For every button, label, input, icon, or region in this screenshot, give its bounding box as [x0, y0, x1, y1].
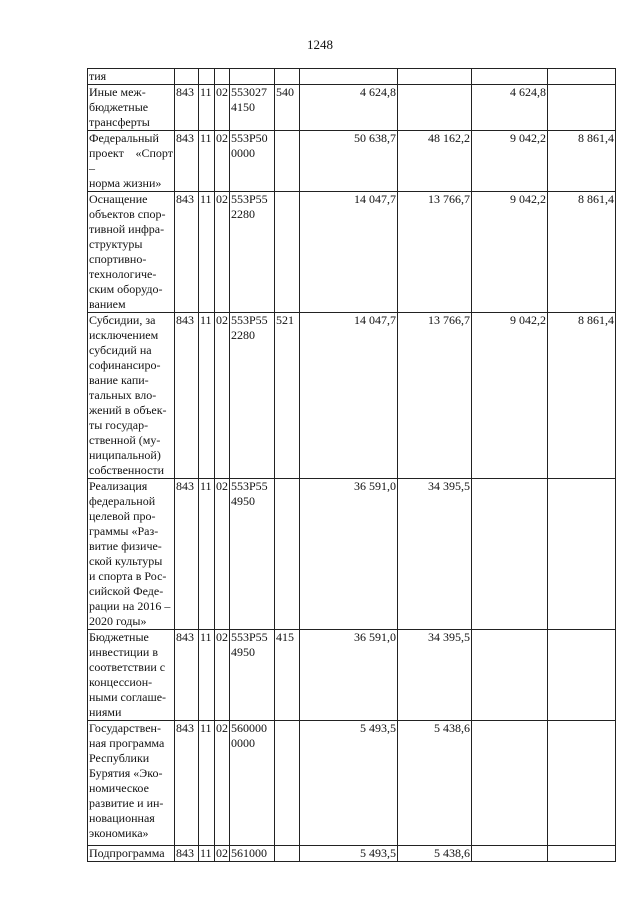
- row-csr-cell: 553027 4150: [230, 85, 275, 131]
- row-sum4-cell: [548, 479, 616, 630]
- table-row: [88, 313, 616, 479]
- row-pr-cell: 02: [215, 192, 230, 313]
- row-sum2-cell: 13 766,7: [398, 313, 472, 479]
- row-sum3-cell: 9 042,2: [472, 131, 548, 192]
- row-pr-cell: 02: [215, 85, 230, 131]
- row-sum1-cell: 50 638,7: [300, 131, 398, 192]
- row-sum1-cell: 5 493,5: [300, 846, 398, 862]
- row-rz-cell: [199, 69, 215, 85]
- row-sum2-cell: 5 438,6: [398, 846, 472, 862]
- row-sum2-cell: 48 162,2: [398, 131, 472, 192]
- row-vr-cell: [275, 846, 300, 862]
- row-sum2-cell: [398, 85, 472, 131]
- row-sum3-cell: 9 042,2: [472, 313, 548, 479]
- page-number: 1248: [307, 37, 333, 52]
- row-pr-cell: 02: [215, 313, 230, 479]
- row-rz-cell: 11: [199, 313, 215, 479]
- row-vr-cell: [275, 479, 300, 630]
- row-vr-cell: [275, 192, 300, 313]
- row-rz-cell: 11: [199, 846, 215, 862]
- row-sum1-cell: 36 591,0: [300, 479, 398, 630]
- row-gr-cell: [175, 69, 199, 85]
- row-pr-cell: 02: [215, 479, 230, 630]
- row-gr-cell: 843: [175, 131, 199, 192]
- row-rz-cell: 11: [199, 85, 215, 131]
- table-row: [88, 192, 616, 313]
- row-sum3-cell: [472, 69, 548, 85]
- row-sum3-cell: [472, 479, 548, 630]
- row-name-cell: Субсидии, за исключением субсидий на софинансиро- вание капи- тальных вло- жений в объек- ты государ- ственной (му- ниципальной) собственности: [88, 313, 175, 479]
- row-sum2-cell: 34 395,5: [398, 630, 472, 721]
- row-vr-cell: [275, 69, 300, 85]
- row-sum3-cell: [472, 630, 548, 721]
- row-rz-cell: 11: [199, 131, 215, 192]
- row-sum1-cell: 14 047,7: [300, 313, 398, 479]
- row-csr-cell: 553P50 0000: [230, 131, 275, 192]
- row-sum2-cell: 5 438,6: [398, 721, 472, 846]
- row-sum4-cell: [548, 85, 616, 131]
- row-csr-cell: 553P55 2280: [230, 313, 275, 479]
- row-pr-cell: 02: [215, 630, 230, 721]
- row-pr-cell: 02: [215, 131, 230, 192]
- row-name-cell: Подпрограмма: [88, 846, 175, 862]
- row-sum1-cell: 14 047,7: [300, 192, 398, 313]
- row-sum2-cell: [398, 69, 472, 85]
- row-csr-cell: 553P55 4950: [230, 479, 275, 630]
- row-name-cell: Бюджетные инвестиции в соответствии с концессион- ными соглаше- ниями: [88, 630, 175, 721]
- row-sum4-cell: [548, 721, 616, 846]
- row-sum4-cell: 8 861,4: [548, 192, 616, 313]
- row-name-cell: Оснащение объектов спор- тивной инфра- структуры спортивно- технологиче- ским оборудо- ванием: [88, 192, 175, 313]
- row-vr-cell: 521: [275, 313, 300, 479]
- table-row: [88, 69, 616, 85]
- row-sum4-cell: 8 861,4: [548, 131, 616, 192]
- row-pr-cell: 02: [215, 721, 230, 846]
- table-row: [88, 846, 616, 862]
- row-rz-cell: 11: [199, 721, 215, 846]
- table-row: [88, 630, 616, 721]
- row-gr-cell: 843: [175, 192, 199, 313]
- table-row: [88, 131, 616, 192]
- row-sum4-cell: [548, 846, 616, 862]
- row-sum1-cell: 4 624,8: [300, 85, 398, 131]
- table-row: [88, 721, 616, 846]
- row-pr-cell: [215, 69, 230, 85]
- row-vr-cell: [275, 131, 300, 192]
- row-name-cell: Реализация федеральной целевой про- граммы «Раз- витие физиче- ской культуры и спорта в Рос- сийской Феде- рации на 2016 – 2020 годы»: [88, 479, 175, 630]
- row-sum2-cell: 13 766,7: [398, 192, 472, 313]
- budget-table: [87, 68, 616, 862]
- row-rz-cell: 11: [199, 630, 215, 721]
- row-sum3-cell: [472, 846, 548, 862]
- table-row: [88, 479, 616, 630]
- row-csr-cell: [230, 69, 275, 85]
- row-sum3-cell: 4 624,8: [472, 85, 548, 131]
- row-name-cell: тия: [88, 69, 175, 85]
- table-row: [88, 85, 616, 131]
- row-name-cell: Иные меж- бюджетные трансферты: [88, 85, 175, 131]
- row-csr-cell: 560000 0000: [230, 721, 275, 846]
- row-gr-cell: 843: [175, 85, 199, 131]
- row-sum4-cell: [548, 630, 616, 721]
- row-vr-cell: 415: [275, 630, 300, 721]
- row-sum3-cell: [472, 721, 548, 846]
- row-sum1-cell: 36 591,0: [300, 630, 398, 721]
- row-name-cell: Федеральный проект «Спорт – норма жизни»: [89, 131, 173, 190]
- row-gr-cell: 843: [175, 479, 199, 630]
- row-csr-cell: 553P55 2280: [230, 192, 275, 313]
- row-sum3-cell: 9 042,2: [472, 192, 548, 313]
- row-sum4-cell: 8 861,4: [548, 313, 616, 479]
- row-gr-cell: 843: [175, 721, 199, 846]
- row-vr-cell: [275, 721, 300, 846]
- row-rz-cell: 11: [199, 192, 215, 313]
- row-sum2-cell: 34 395,5: [398, 479, 472, 630]
- row-rz-cell: 11: [199, 479, 215, 630]
- row-pr-cell: 02: [216, 846, 228, 860]
- row-sum4-cell: [548, 69, 616, 85]
- row-vr-cell: 540: [275, 85, 300, 131]
- row-name-cell: Государствен- ная программа Республики Бурятия «Эко- номическое развитие и ин- новационная экономика»: [88, 721, 175, 846]
- row-csr-cell: 553P55 4950: [230, 630, 275, 721]
- row-sum1-cell: 5 493,5: [300, 721, 398, 846]
- row-gr-cell: 843: [175, 313, 199, 479]
- row-gr-cell: 843: [175, 630, 199, 721]
- row-csr-cell: 561000: [230, 846, 275, 862]
- row-gr-cell: 843: [175, 846, 199, 862]
- row-sum1-cell: [300, 69, 398, 85]
